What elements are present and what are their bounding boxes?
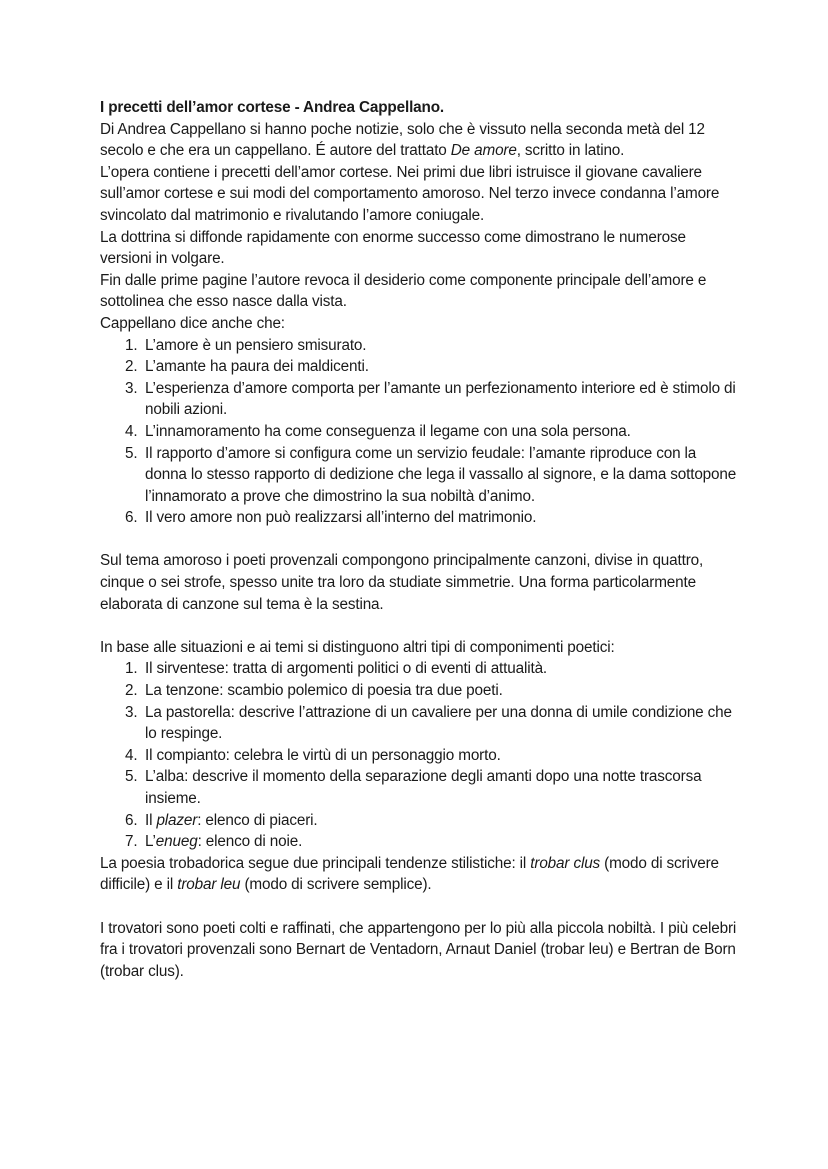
spacer xyxy=(100,529,740,551)
list-item xyxy=(100,745,740,767)
list-item xyxy=(100,356,740,378)
list-number: 3. xyxy=(125,379,138,397)
list-number: 2. xyxy=(125,358,138,376)
list-number: 1. xyxy=(125,336,138,354)
list-text: Il sirventese: tratta di argomenti politici o di eventi di attualità. xyxy=(145,660,548,678)
list-item xyxy=(100,507,740,529)
document-page xyxy=(100,97,740,982)
canzoni-paragraph: Sul tema amoroso i poeti provenzali compongono principalmente canzoni, divise in quattro, cinque o sei strofe, spesso unite tra loro da studiate simmetrie. Una forma particolarmente elaborata di canzone sul tema è la sestina. xyxy=(100,552,704,613)
list-number: 7. xyxy=(125,833,138,851)
styles-text: (modo di scrivere semplice). xyxy=(240,876,432,894)
list-number: 4. xyxy=(125,746,138,764)
styles-paragraph xyxy=(100,853,740,896)
work-title: De amore xyxy=(450,142,517,160)
list-item xyxy=(100,443,740,508)
document-title: I precetti dell’amor cortese - Andrea Cappellano. xyxy=(100,99,445,116)
list-number: 3. xyxy=(125,703,138,721)
spacer xyxy=(100,615,740,637)
opera-paragraph: L’opera contiene i precetti dell’amor cortese. Nei primi due libri istruisce il giovane cavaliere sull’amor cortese e sui modi del comportamento amoroso. Nel terzo invece condanna l’amore svincolato dal matrimonio e rivalutando l’amore coniugale. xyxy=(100,163,720,224)
list-text-pre: L’ xyxy=(145,833,156,851)
intro-paragraph xyxy=(100,119,740,162)
list-text: La pastorella: descrive l’attrazione di un cavaliere per una donna di umile condizione che lo respinge. xyxy=(145,703,732,743)
list-number: 4. xyxy=(125,422,138,440)
precepts-list xyxy=(100,335,740,529)
list-text: : elenco di piaceri. xyxy=(197,811,318,829)
intro-text-end: , scritto in latino. xyxy=(516,142,625,160)
list-item xyxy=(100,810,740,832)
list-text: L’amante ha paura dei maldicenti. xyxy=(145,358,369,376)
list-text: : elenco di noie. xyxy=(197,833,303,851)
list-text: Il compianto: celebra le virtù di un personaggio morto. xyxy=(145,746,501,764)
list-item xyxy=(100,680,740,702)
list-item xyxy=(100,658,740,680)
list-text-pre: Il xyxy=(145,811,157,829)
types-intro: In base alle situazioni e ai temi si distinguono altri tipi di componimenti poetici: xyxy=(100,638,615,656)
term-plazer: plazer xyxy=(156,811,198,829)
list-text: L’amore è un pensiero smisurato. xyxy=(145,336,367,354)
desiderio-paragraph: Fin dalle prime pagine l’autore revoca il desiderio come componente principale dell’amore e sottolinea che esso nasce dalla vista. xyxy=(100,271,707,311)
term-trobar-leu: trobar leu xyxy=(177,876,241,894)
list-number: 2. xyxy=(125,682,138,700)
intro-text: Di Andrea Cappellano si hanno poche notizie, solo che è vissuto nella seconda metà del 12 secolo e che era un cappellano. É autore del trattato xyxy=(100,120,705,160)
list-text: L’alba: descrive il momento della separazione degli amanti dopo una notte trascorsa insieme. xyxy=(145,768,702,807)
precepts-intro: Cappellano dice anche che: xyxy=(100,314,285,332)
term-enueg: enueg xyxy=(155,833,198,851)
list-number: 6. xyxy=(125,509,138,527)
list-item xyxy=(100,378,740,421)
list-item xyxy=(100,831,740,853)
term-trobar-clus: trobar clus xyxy=(530,854,601,872)
list-number: 5. xyxy=(125,768,138,786)
list-item xyxy=(100,335,740,357)
list-text: Il rapporto d’amore si configura come un servizio feudale: l’amante riproduce con la donna lo stesso rapporto di dedizione che lega il vassallo al signore, e la dama sottopone l’innamorato a prove che dimostrino la sua nobiltà d’animo. xyxy=(145,444,737,505)
spacer xyxy=(100,896,740,918)
styles-text: La poesia trobadorica segue due principali tendenze stilistiche: il xyxy=(100,854,531,872)
list-text: La tenzone: scambio polemico di poesia tra due poeti. xyxy=(145,682,503,700)
dottrina-paragraph: La dottrina si diffonde rapidamente con enorme successo come dimostrano le numerose versioni in volgare. xyxy=(100,228,686,268)
trovatori-paragraph: I trovatori sono poeti colti e raffinati, che appartengono per lo più alla piccola nobiltà. I più celebri fra i trovatori provenzali sono Bernart de Ventadorn, Arnaut Daniel (trobar leu) e Bertran de Born (trobar clus). xyxy=(100,919,737,980)
list-text: L’esperienza d’amore comporta per l’amante un perfezionamento interiore ed è stimolo di nobili azioni. xyxy=(145,379,736,419)
list-item xyxy=(100,421,740,443)
types-list xyxy=(100,658,740,852)
list-item xyxy=(100,702,740,745)
list-text: L’innamoramento ha come conseguenza il legame con una sola persona. xyxy=(145,422,631,440)
list-number: 6. xyxy=(125,811,138,829)
list-number: 5. xyxy=(125,444,138,462)
list-text: Il vero amore non può realizzarsi all’interno del matrimonio. xyxy=(145,509,537,527)
styles-text: (modo di scrivere difficile) e il xyxy=(100,854,719,894)
list-number: 1. xyxy=(125,660,138,678)
list-item xyxy=(100,766,740,809)
